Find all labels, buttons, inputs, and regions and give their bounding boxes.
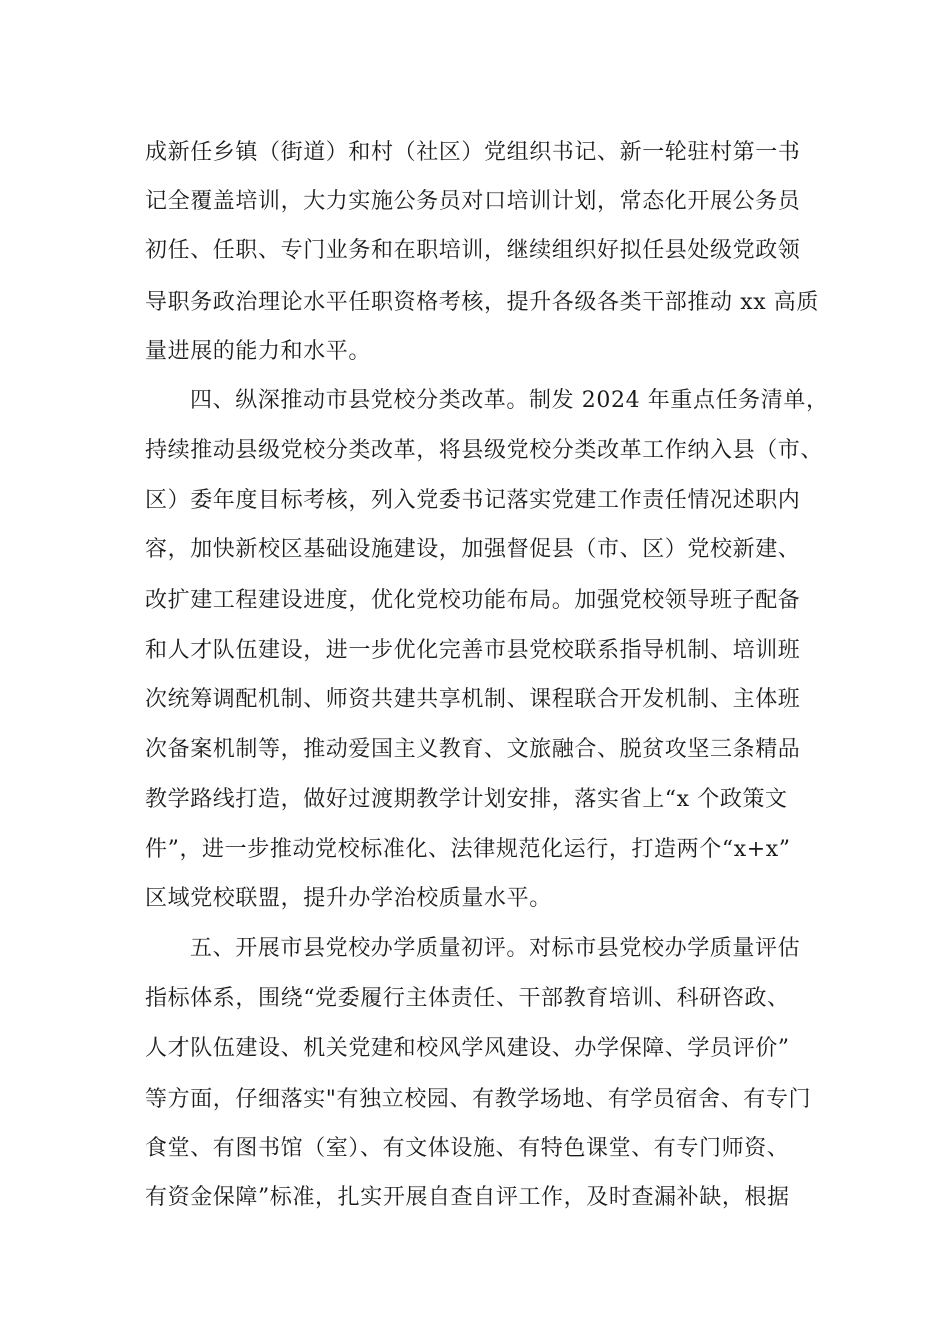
text-line: 教学路线打造，做好过渡期教学计划安排，落实省上“x 个政策文: [145, 787, 788, 812]
text-line: 有资金保障”标准，扎实开展自查自评工作，及时查漏补缺，根据: [145, 1185, 790, 1210]
text-line: 次备案机制等，推动爱国主义教育、文旅融合、脱贫攻坚三条精品: [145, 737, 801, 762]
text-line: 和人才队伍建设，进一步优化完善市县党校联系指导机制、培训班: [145, 638, 801, 663]
text-line: 成新任乡镇（街道）和村（社区）党组织书记、新一轮驻村第一书: [145, 140, 801, 165]
text-line: 人才队伍建设、机关党建和校风学风建设、办学保障、学员评价”: [145, 1036, 790, 1061]
text-line: 区）委年度目标考核，列入党委书记落实党建工作责任情况述职内: [145, 488, 801, 513]
text-line: 容，加快新校区基础设施建设，加强督促县（市、区）党校新建、: [145, 537, 801, 562]
text-line: 初任、任职、专门业务和在职培训，继续组织好拟任县处级党政领: [145, 238, 801, 263]
text-line: 量进展的能力和水平。: [145, 339, 372, 364]
text-line: 食堂、有图书馆（室）、有文体设施、有特色课堂、有专门师资、: [145, 1136, 790, 1161]
paragraph-heading-line: 五、开展市县党校办学质量初评。对标市县党校办学质量评估: [190, 936, 801, 961]
text-line: 持续推动县级党校分类改革，将县级党校分类改革工作纳入县（市、: [145, 438, 824, 463]
text-line: 导职务政治理论水平任职资格考核，提升各级各类干部推动 xx 高质: [145, 290, 820, 315]
text-line: 次统筹调配机制、师资共建共享机制、课程联合开发机制、主体班: [145, 687, 801, 712]
text-line: 指标体系，围绕“党委履行主体责任、干部教育培训、科研咨政、: [145, 986, 790, 1011]
text-line: 等方面，仔细落实"有独立校园、有教学场地、有学员宿舍、有专门: [145, 1087, 812, 1112]
paragraph-heading-line: 四、纵深推动市县党校分类改革。制发 2024 年重点任务清单，: [190, 388, 829, 413]
text-line: 区域党校联盟，提升办学治校质量水平。: [145, 886, 552, 911]
text-line: 件”，进一步推动党校标准化、法律规范化运行，打造两个“x+x”: [145, 837, 791, 862]
text-line: 改扩建工程建设进度，优化党校功能布局。加强党校领导班子配备: [145, 588, 801, 613]
text-line: 记全覆盖培训，大力实施公务员对口培训计划，常态化开展公务员: [145, 189, 801, 214]
